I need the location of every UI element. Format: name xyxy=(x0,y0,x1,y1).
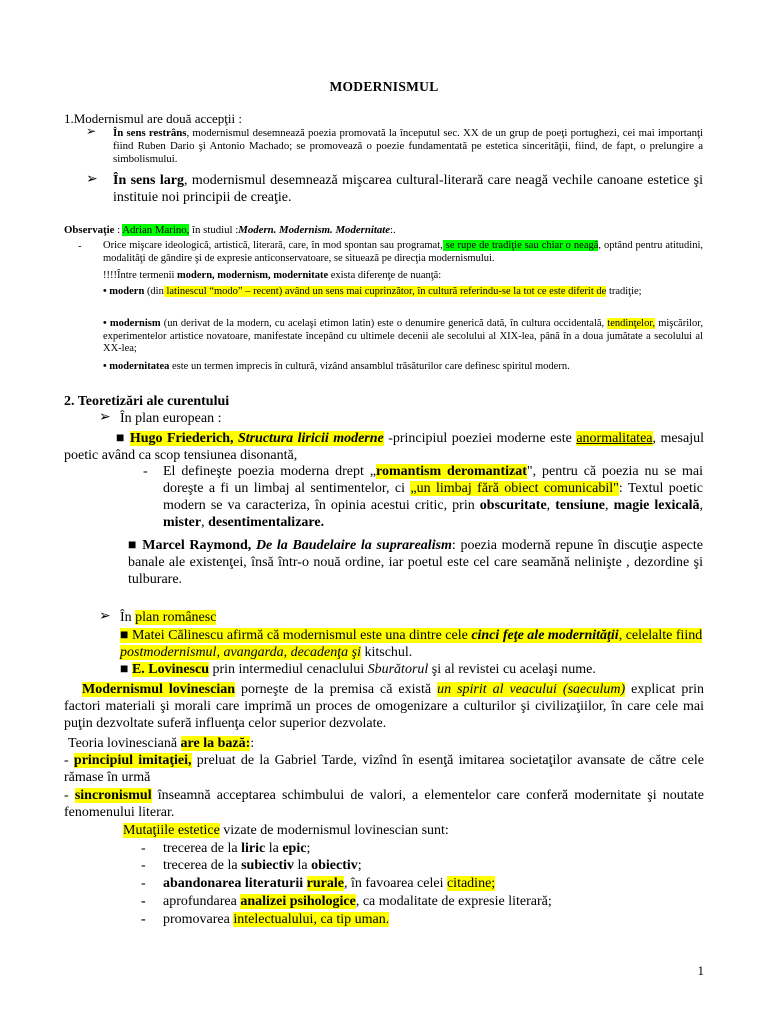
modernism-lovinescian-paragraph xyxy=(64,681,704,732)
term-modernism-a: (un derivat de la modern, cu acelaşi etimon latin) este o denumire generică dată, în cultura occidentală, xyxy=(160,318,605,329)
term-modern-highlight: latinescul “modo” – recent) având un sens mai cuprinzător, în cultură referindu-se la tot ce este diferit de xyxy=(163,286,607,297)
key-modernismul-lovinescian: Modernismul lovinescian xyxy=(82,682,235,697)
pi-a: - xyxy=(64,753,74,768)
hf-definition xyxy=(163,463,703,531)
teoria-lovinesciana xyxy=(68,735,254,752)
matei-calinescu-paragraph xyxy=(120,627,705,661)
key-cinci-fete: cinci feţe ale modernităţii xyxy=(471,628,619,643)
sens-restrans-text: , modernismul desemnează poezia promovată la începutul sec. XX de un grup de poeţi portughezi, cei mai importanţi fiind Ruben Dario şi Antonio Machado; se promovează o poezie fundamentată pe estetica sincerităţii, fiind, de fapt, o prelungire a simbolismului. xyxy=(113,127,704,165)
square-bullet-icon: ■ xyxy=(120,662,132,677)
key-spirit-veacului: un spirit al veacului (saeculum) xyxy=(437,682,626,697)
term-modernitatea-item xyxy=(103,361,703,374)
arrow-bullet-icon: ➢ xyxy=(99,609,111,624)
observatie-mid: în studiul : xyxy=(189,224,239,236)
l1-c: la xyxy=(265,841,283,856)
l3-a: abandonarea literaturii xyxy=(163,876,307,891)
observatie-label: Observaţie xyxy=(64,224,115,236)
term-modernitatea-label: • modernitatea xyxy=(103,361,170,372)
work-baudelaire-suprarealism: De la Baudelaire la suprarealism xyxy=(255,538,452,553)
kw-citadine: citadine; xyxy=(446,876,496,891)
plan-romanesc xyxy=(120,609,216,626)
kw-obscuritate: obscuritate xyxy=(479,498,547,513)
term-sens-restrans: În sens restrâns xyxy=(113,127,187,139)
hf-def-b: ", pentru că poezia nu se mai doreşte a fi un limbaj al sentimentelor, ci xyxy=(163,464,703,496)
l3-b: , în favoarea celei xyxy=(343,876,447,891)
dash-marker: - xyxy=(141,841,146,856)
author-lovinescu: E. Lovinescu xyxy=(131,662,209,677)
kw-liric: liric xyxy=(241,841,266,856)
sep: , xyxy=(546,498,556,513)
tl-a: Teoria lovinesciană xyxy=(68,736,181,751)
dash-marker: - xyxy=(141,912,146,927)
observatie-end: :. xyxy=(390,224,396,236)
l2-a: trecerea de la xyxy=(163,858,242,873)
terms-intro-c: exista diferenţe de nuanţă: xyxy=(328,270,442,281)
square-bullet-icon: ■ xyxy=(116,431,130,446)
si-b: înseamnă acceptarea schimbului de valori, a elementelor care conferă modernitate şi noutate fenomenului literar. xyxy=(64,788,704,820)
dash-marker: - xyxy=(141,876,146,891)
l2-e: ; xyxy=(357,858,362,873)
mc-faces-list: postmodernismul, avangarda, decadenţa şi xyxy=(120,645,361,660)
l2-c: la xyxy=(294,858,312,873)
work-sburatorul: Sburătorul xyxy=(367,662,429,677)
l5-a: promovarea xyxy=(163,912,234,927)
kw-subiectiv: subiectiv xyxy=(241,858,294,873)
document-title: MODERNISMUL xyxy=(329,79,439,94)
marcel-raymond-paragraph xyxy=(128,537,703,588)
work-structura-liricii: Structura liricii moderne xyxy=(237,431,384,446)
arrow-bullet-icon: ➢ xyxy=(99,410,111,425)
kw-rurale: rurale xyxy=(306,876,344,891)
term-modern-item xyxy=(103,286,703,299)
key-mutatiile-estetice: Mutaţiile estetice xyxy=(123,823,220,838)
si-a: - xyxy=(64,788,75,803)
terms-list: modern, modernism, modernitate xyxy=(177,270,329,281)
term-modern-a: (din xyxy=(144,286,164,297)
list-item-intelectualul xyxy=(163,911,389,928)
dash-marker: - xyxy=(141,894,146,909)
definition-text-b: , optând pentru atitudini, modalităţi de gândire şi de expresie anticonservatoare, se situează pe direcţia modernismului. xyxy=(103,240,703,264)
l4-b: , ca modalitate de expresie literară; xyxy=(355,894,552,909)
list-item-analiza-psihologica xyxy=(163,893,552,910)
sep: , xyxy=(699,498,704,513)
list-item-liric-epic xyxy=(163,840,310,857)
kw-analizei-psihologice: analizei psihologice xyxy=(240,894,356,909)
el-a: prin intermediul cenaclului xyxy=(208,662,368,677)
sincronismul xyxy=(64,787,704,821)
el-b: şi al revistei cu acelaşi nume. xyxy=(428,662,596,677)
key-anormalitatea: anormalitatea xyxy=(576,431,653,446)
definition-highlight: se rupe de tradiţie sau chiar o neagă xyxy=(442,240,599,251)
term-modern-label: • modern xyxy=(103,286,145,297)
observatie-colon: : xyxy=(114,224,123,236)
ml-a: porneşte de la premisa că există xyxy=(235,682,438,697)
mutatiile-estetice xyxy=(123,822,449,839)
key-limbaj-fara-obiect: „un limbaj fără obiect comunicabil" xyxy=(410,481,619,496)
principiul-imitatiei xyxy=(64,752,704,786)
hf-def-a: El defineşte poezia moderna drept „ xyxy=(163,464,377,479)
hf-text-b: , mesajul poetic având ca scop tensiunea disonantă, xyxy=(64,431,704,463)
plan-romanesc-highlight: plan românesc xyxy=(135,610,217,625)
dash-marker: - xyxy=(78,241,82,252)
hf-text-a: -principiul poeziei moderne este xyxy=(383,431,577,446)
l1-e: ; xyxy=(306,841,311,856)
kw-epic: epic xyxy=(282,841,307,856)
lovinescu-line xyxy=(120,661,705,678)
observatie-line xyxy=(64,224,704,237)
sep: , xyxy=(605,498,614,513)
plan-european: În plan european : xyxy=(120,411,222,426)
term-modern-b: tradiţie; xyxy=(606,286,642,297)
term-modernism-highlight: tendinţelor, xyxy=(607,318,656,329)
hugo-friederich-paragraph xyxy=(64,430,704,464)
key-romantism-deromantizat: romantism deromantizat xyxy=(376,464,527,479)
mc-kitsch: kitschul. xyxy=(360,645,413,660)
bullet-sens-restrans xyxy=(113,127,703,166)
term-modernitatea-text: este un termen imprecis în cultură, vizând ansamblul trăsăturilor care definesc spiritul modern. xyxy=(169,361,570,372)
kw-desentimentalizare: desentimentalizare. xyxy=(208,515,325,530)
key-sincronismul: sincronismul xyxy=(74,788,152,803)
marino-definition xyxy=(103,240,703,265)
mu-b: vizate de modernismul lovinescian sunt: xyxy=(219,823,449,838)
dash-marker: - xyxy=(141,858,146,873)
sep: , xyxy=(201,515,209,530)
work-title-marino: Modern. Modernism. Modernitate xyxy=(238,224,391,236)
terms-intro-a: !!!!Între termenii xyxy=(103,270,178,281)
l1-a: trecerea de la xyxy=(163,841,242,856)
author-adrian-marino: Adrian Marino, xyxy=(122,224,190,236)
sens-larg-text: , modernismul desemnează mişcarea cultural-literară care neagă vechile canoane estetice şi instituie noi principii de creaţie. xyxy=(113,173,704,205)
term-sens-larg: În sens larg xyxy=(113,173,184,188)
ro-a: În xyxy=(120,610,136,625)
pi-b: preluat de la Gabriel Tarde, vizînd în esenţă imitarea societaţilor avansate de către cele rămase în urmă xyxy=(64,753,705,785)
key-principiul-imitatiei: principiul imitaţiei, xyxy=(73,753,192,768)
arrow-bullet-icon: ➢ xyxy=(86,124,97,138)
kw-tensiune: tensiune xyxy=(555,498,606,513)
kw-obiectiv: obiectiv xyxy=(311,858,358,873)
list-item-subiectiv-obiectiv xyxy=(163,857,362,874)
terms-intro xyxy=(103,270,703,283)
tl-c: : xyxy=(250,736,255,751)
definition-text-a: Orice mişcare ideologică, artistică, literară, care, în mod spontan sau programat, xyxy=(103,240,443,251)
term-modernism-label: • modernism xyxy=(103,318,161,329)
mr-text: : poezia modernă repune în discuţie aspecte banale ale existenţei, însă într-o nouă ordine, iar poetul este cel care seamănă nelinişte , dezordine şi tulburare. xyxy=(128,538,703,587)
l4-a: aprofundarea xyxy=(163,894,241,909)
term-modernism-item xyxy=(103,318,703,356)
author-marcel-raymond: ■ Marcel Raymond, xyxy=(128,538,256,553)
kw-intelectualului: intelectualului, ca tip uman. xyxy=(233,912,390,927)
dash-marker: - xyxy=(143,464,148,479)
hf-def-c: : Textul poetic modern se va caracteriza, în opinia acestui critic, prin xyxy=(163,481,703,513)
kw-magie-lexicala: magie lexicală xyxy=(613,498,700,513)
mc-highlight-b: , celelalte fiind xyxy=(618,628,703,643)
page-number: 1 xyxy=(697,963,704,978)
arrow-bullet-icon: ➢ xyxy=(86,172,98,187)
bullet-sens-larg xyxy=(113,172,703,206)
are-la-baza: are la bază: xyxy=(180,736,251,751)
term-modernism-b: mişcărilor, experimentelor artistice novatoare, manifestate începând cu ultimele decenii ale secolului al XIX-lea, până în a doua jumătate a secolului al XX-lea; xyxy=(103,318,703,355)
section-1-heading: 1.Modernismul are două accepţii : xyxy=(64,111,242,126)
author-hugo-friederich: Hugo Friederich, xyxy=(129,431,238,446)
section-2-heading: 2. Teoretizări ale curentului xyxy=(64,394,230,409)
kw-mister: mister xyxy=(163,515,202,530)
ml-b: explicat prin factori materiali şi morali care imprimă un proces de omogenizare a culturilor şi civilizaţiilor, în care cele mai puţin dezvoltate suferă influenţa celor superior dezvolate. xyxy=(64,682,704,731)
list-item-rural-citadin xyxy=(163,875,495,892)
mc-highlight-a: ■ Matei Călinescu afirmă că modernismul este una dintre cele xyxy=(120,628,472,643)
